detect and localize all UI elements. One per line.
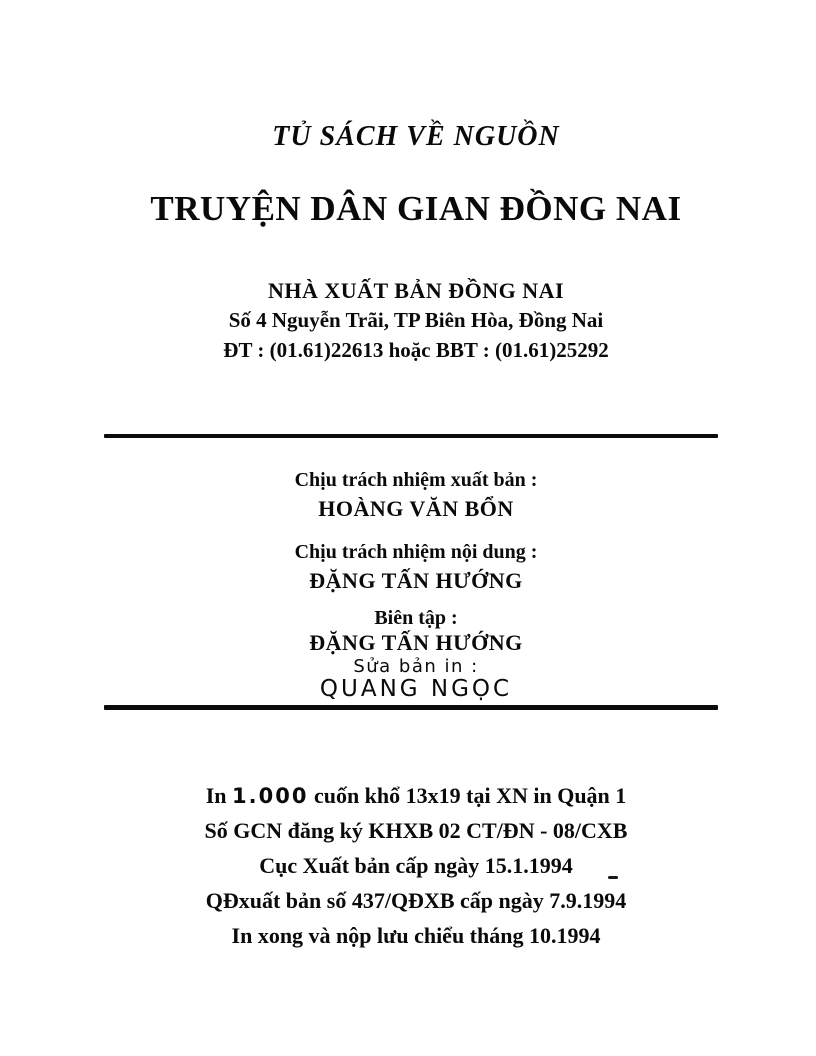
printing-line: Cục Xuất bản cấp ngày 15.1.1994 bbox=[259, 853, 573, 878]
print-run-prefix: In bbox=[205, 783, 227, 808]
scan-artifact bbox=[608, 876, 618, 879]
credit-person-name: ĐẶNG TẤN HƯỚNG bbox=[309, 630, 523, 655]
credit-person-name: HOÀNG VĂN BỔN bbox=[318, 496, 514, 521]
divider-bottom bbox=[104, 705, 718, 710]
publisher-address: Số 4 Nguyễn Trãi, TP Biên Hòa, Đồng Nai bbox=[228, 308, 604, 332]
credit-role-label: Chịu trách nhiệm nội dung : bbox=[294, 541, 538, 563]
printing-line bbox=[16, 783, 816, 809]
credit-person-name: ĐẶNG TẤN HƯỚNG bbox=[309, 568, 523, 593]
credit-person-name: QUANG NGỌC bbox=[319, 676, 513, 702]
print-run-number: 1.000 bbox=[232, 784, 309, 808]
credit-role-label: Chịu trách nhiệm xuất bản : bbox=[294, 469, 538, 491]
publisher-phone: ĐT : (01.61)22613 hoặc BBT : (01.61)25292 bbox=[223, 338, 609, 362]
printing-line: In xong và nộp lưu chiểu tháng 10.1994 bbox=[231, 923, 601, 948]
credit-role-label: Biên tập : bbox=[374, 607, 458, 629]
print-run-suffix: cuốn khổ 13x19 tại XN in Quận 1 bbox=[313, 783, 627, 808]
printing-line: QĐxuất bản số 437/QĐXB cấp ngày 7.9.1994 bbox=[205, 888, 627, 913]
divider-top bbox=[104, 434, 718, 438]
printing-line: Số GCN đăng ký KHXB 02 CT/ĐN - 08/CXB bbox=[204, 818, 628, 843]
series-title: TỦ SÁCH VỀ NGUỒN bbox=[272, 121, 560, 152]
credit-role-label: Sửa bản in : bbox=[353, 656, 479, 677]
publisher-name: NHÀ XUẤT BẢN ĐỒNG NAI bbox=[267, 278, 565, 303]
book-title: TRUYỆN DÂN GIAN ĐỒNG NAI bbox=[150, 189, 682, 228]
